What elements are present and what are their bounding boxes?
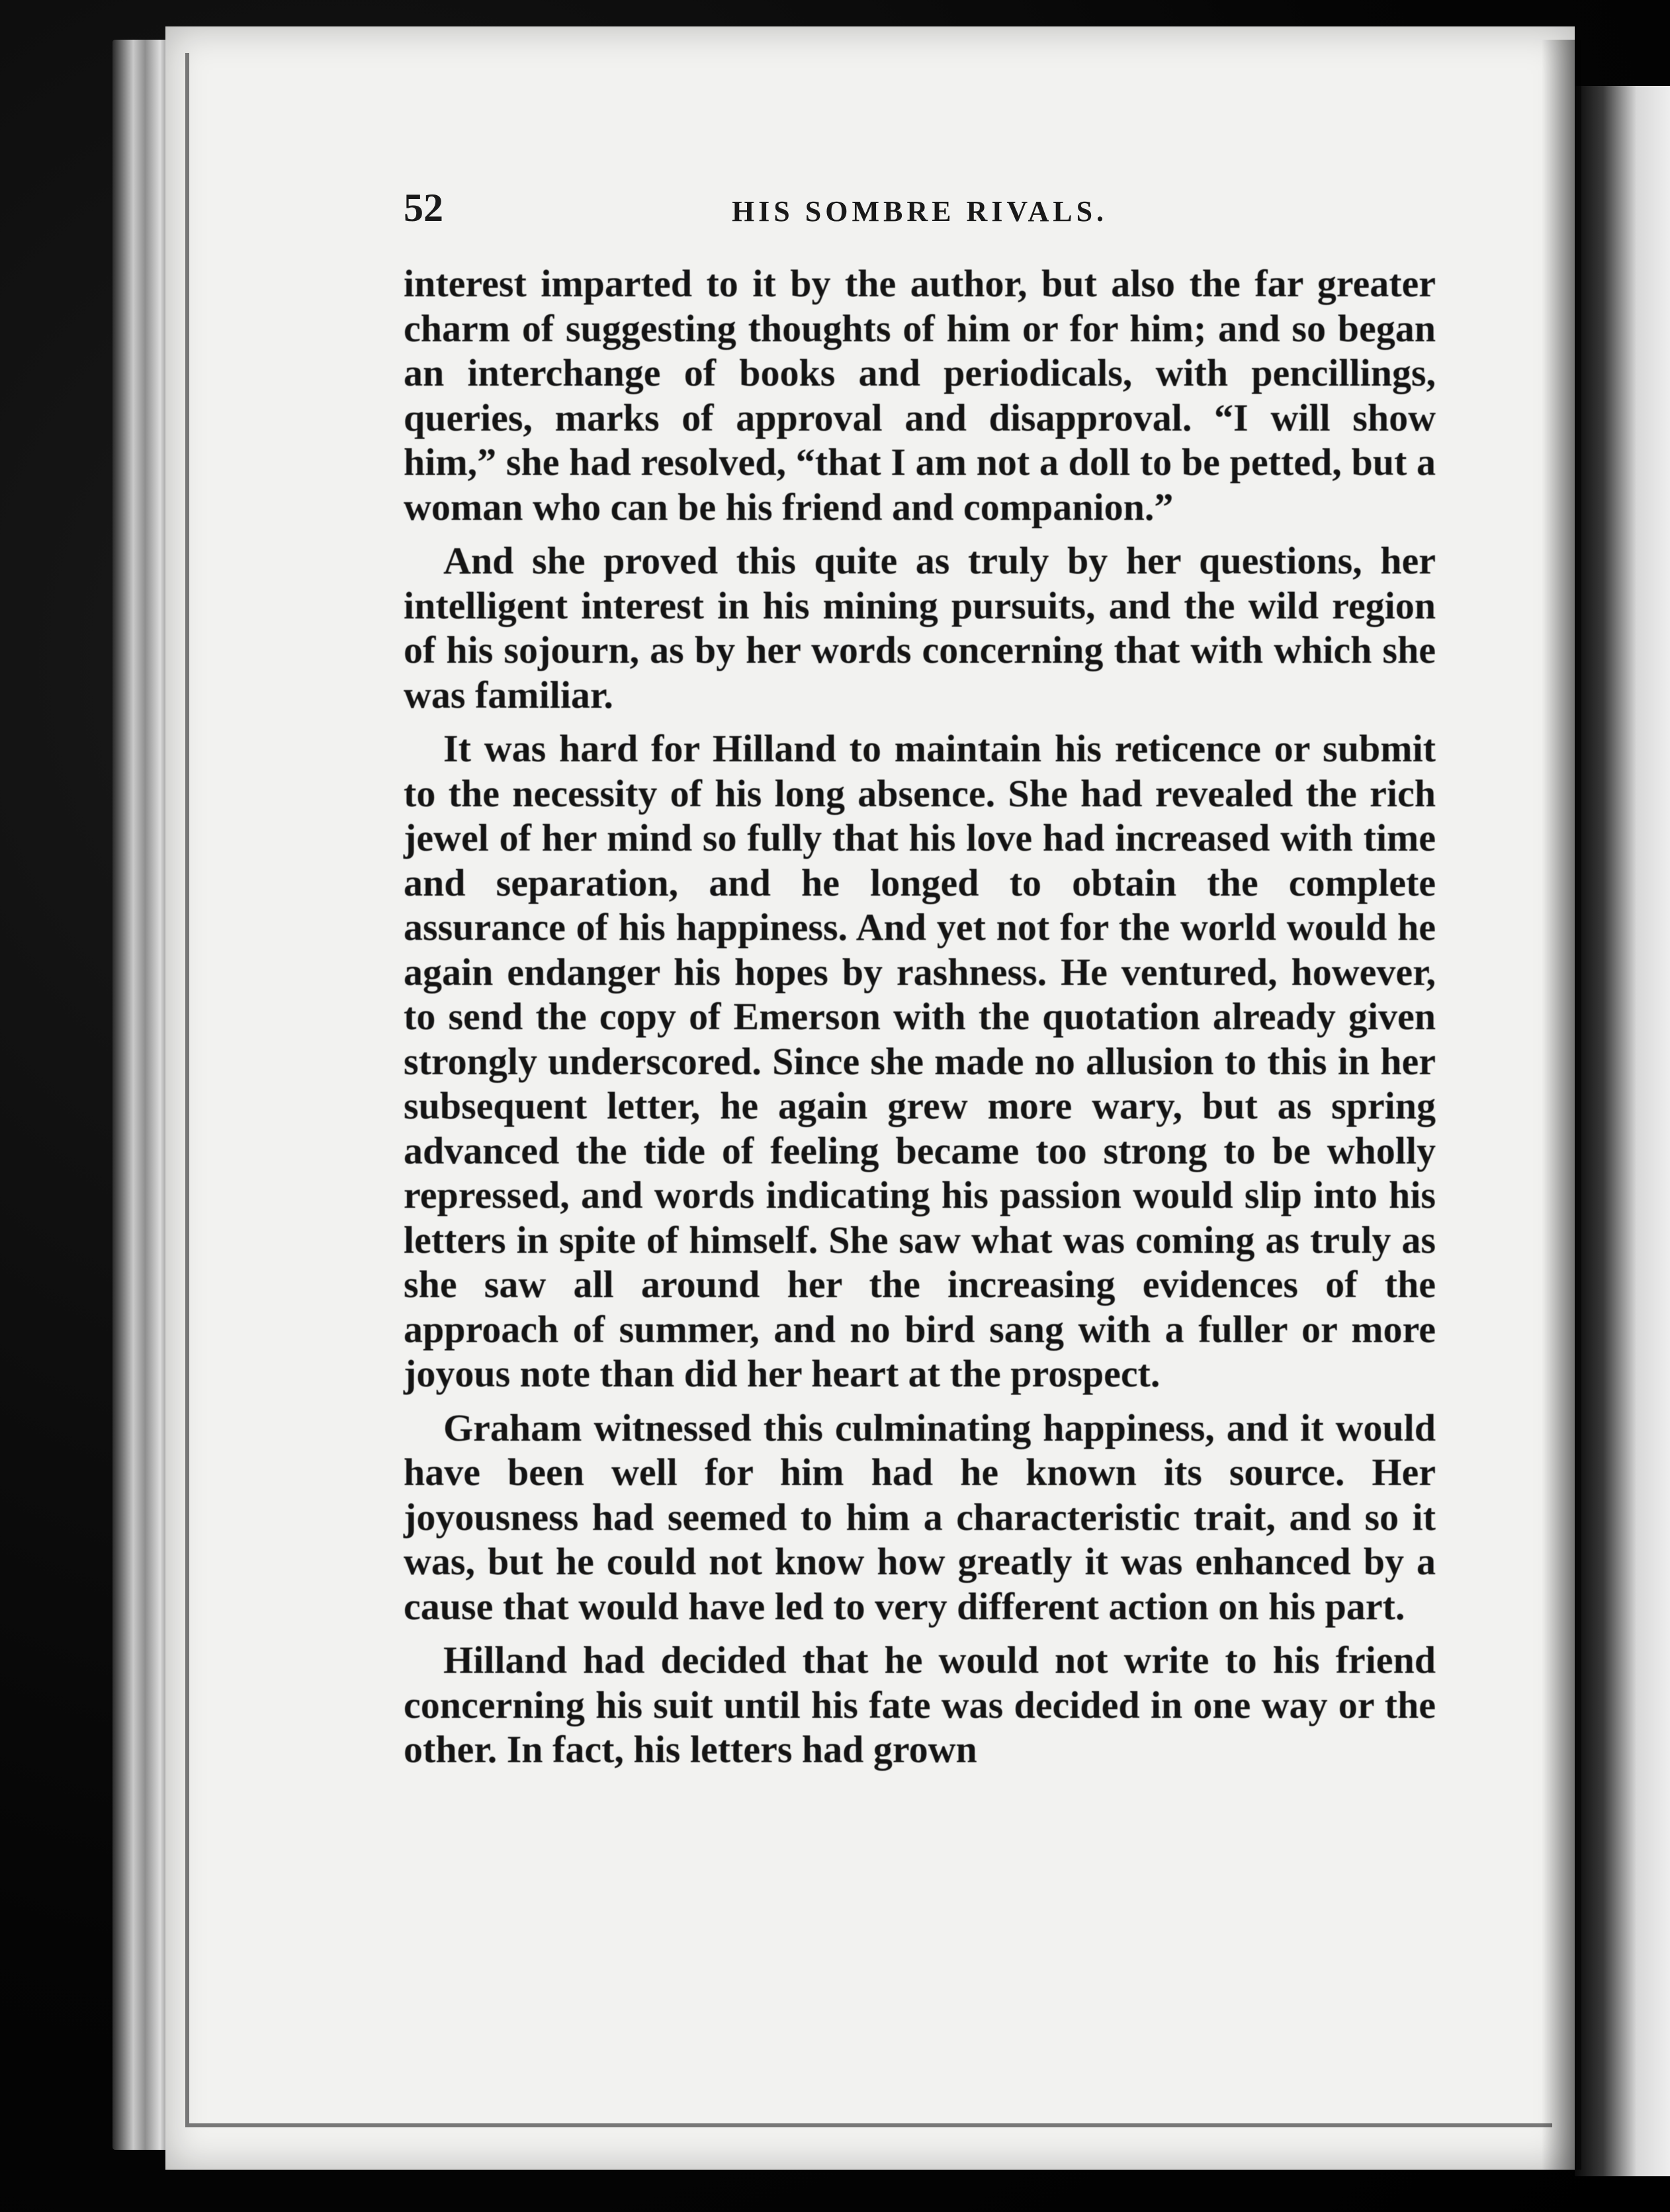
page-header bbox=[404, 185, 1436, 245]
paragraph-5: Hilland had decided that he would not write to his friend concerning his suit until his fate was decided in one way or the other. In fact, his letters had grown bbox=[404, 1638, 1436, 1771]
spine-shadow bbox=[1542, 40, 1581, 2170]
page-number: 52 bbox=[404, 186, 443, 230]
book-left-edge bbox=[112, 40, 172, 2150]
paragraph-1: interest imparted to it by the author, but also the far greater charm of suggesting thoughts of him or for him; and so began an interchange of books and periodicals, with pencillings, queries, marks of approval and disapproval. “I will show him,” she had resolved, “that I am not a doll to be petted, but a woman who can be his friend and companion.” bbox=[404, 262, 1436, 529]
paragraph-3: It was hard for Hilland to maintain his reticence or submit to the necessity of his long absence. She had revealed the rich jewel of her mind so fully that his love had increased with time and separation, and he longed to obtain the complete assurance of his happiness. And yet not for the world would he again endanger his hopes by rashness. He ventured, however, to send the copy of Emerson with the quotation already given strongly underscored. Since she made no allusion to this in her subsequent letter, he again grew more wary, but as spring advanced the tide of feeling became too strong to be wholly repressed, and words indicating his passion would slip into his letters in spite of himself. She saw what was coming as truly as she saw all around her the increasing evidences of the approach of summer, and no bird sang with a fuller or more joyous note than did her heart at the prospect. bbox=[404, 727, 1436, 1395]
body-text bbox=[404, 261, 1436, 1772]
running-title: HIS SOMBRE RIVALS. bbox=[731, 195, 1108, 228]
facing-page-edge bbox=[1575, 86, 1670, 2176]
paragraph-4: Graham witnessed this culminating happiness, and it would have been well for him had he known its source. Her joyousness had seemed to him a characteristic trait, and so it was, but he could not know how greatly it was enhanced by a cause that would have led to very different action on his part. bbox=[404, 1406, 1436, 1628]
paragraph-2: And she proved this quite as truly by her questions, her intelligent interest in his mining pursuits, and the wild region of his sojourn, as by her words concerning that with which she was familiar. bbox=[404, 539, 1436, 716]
